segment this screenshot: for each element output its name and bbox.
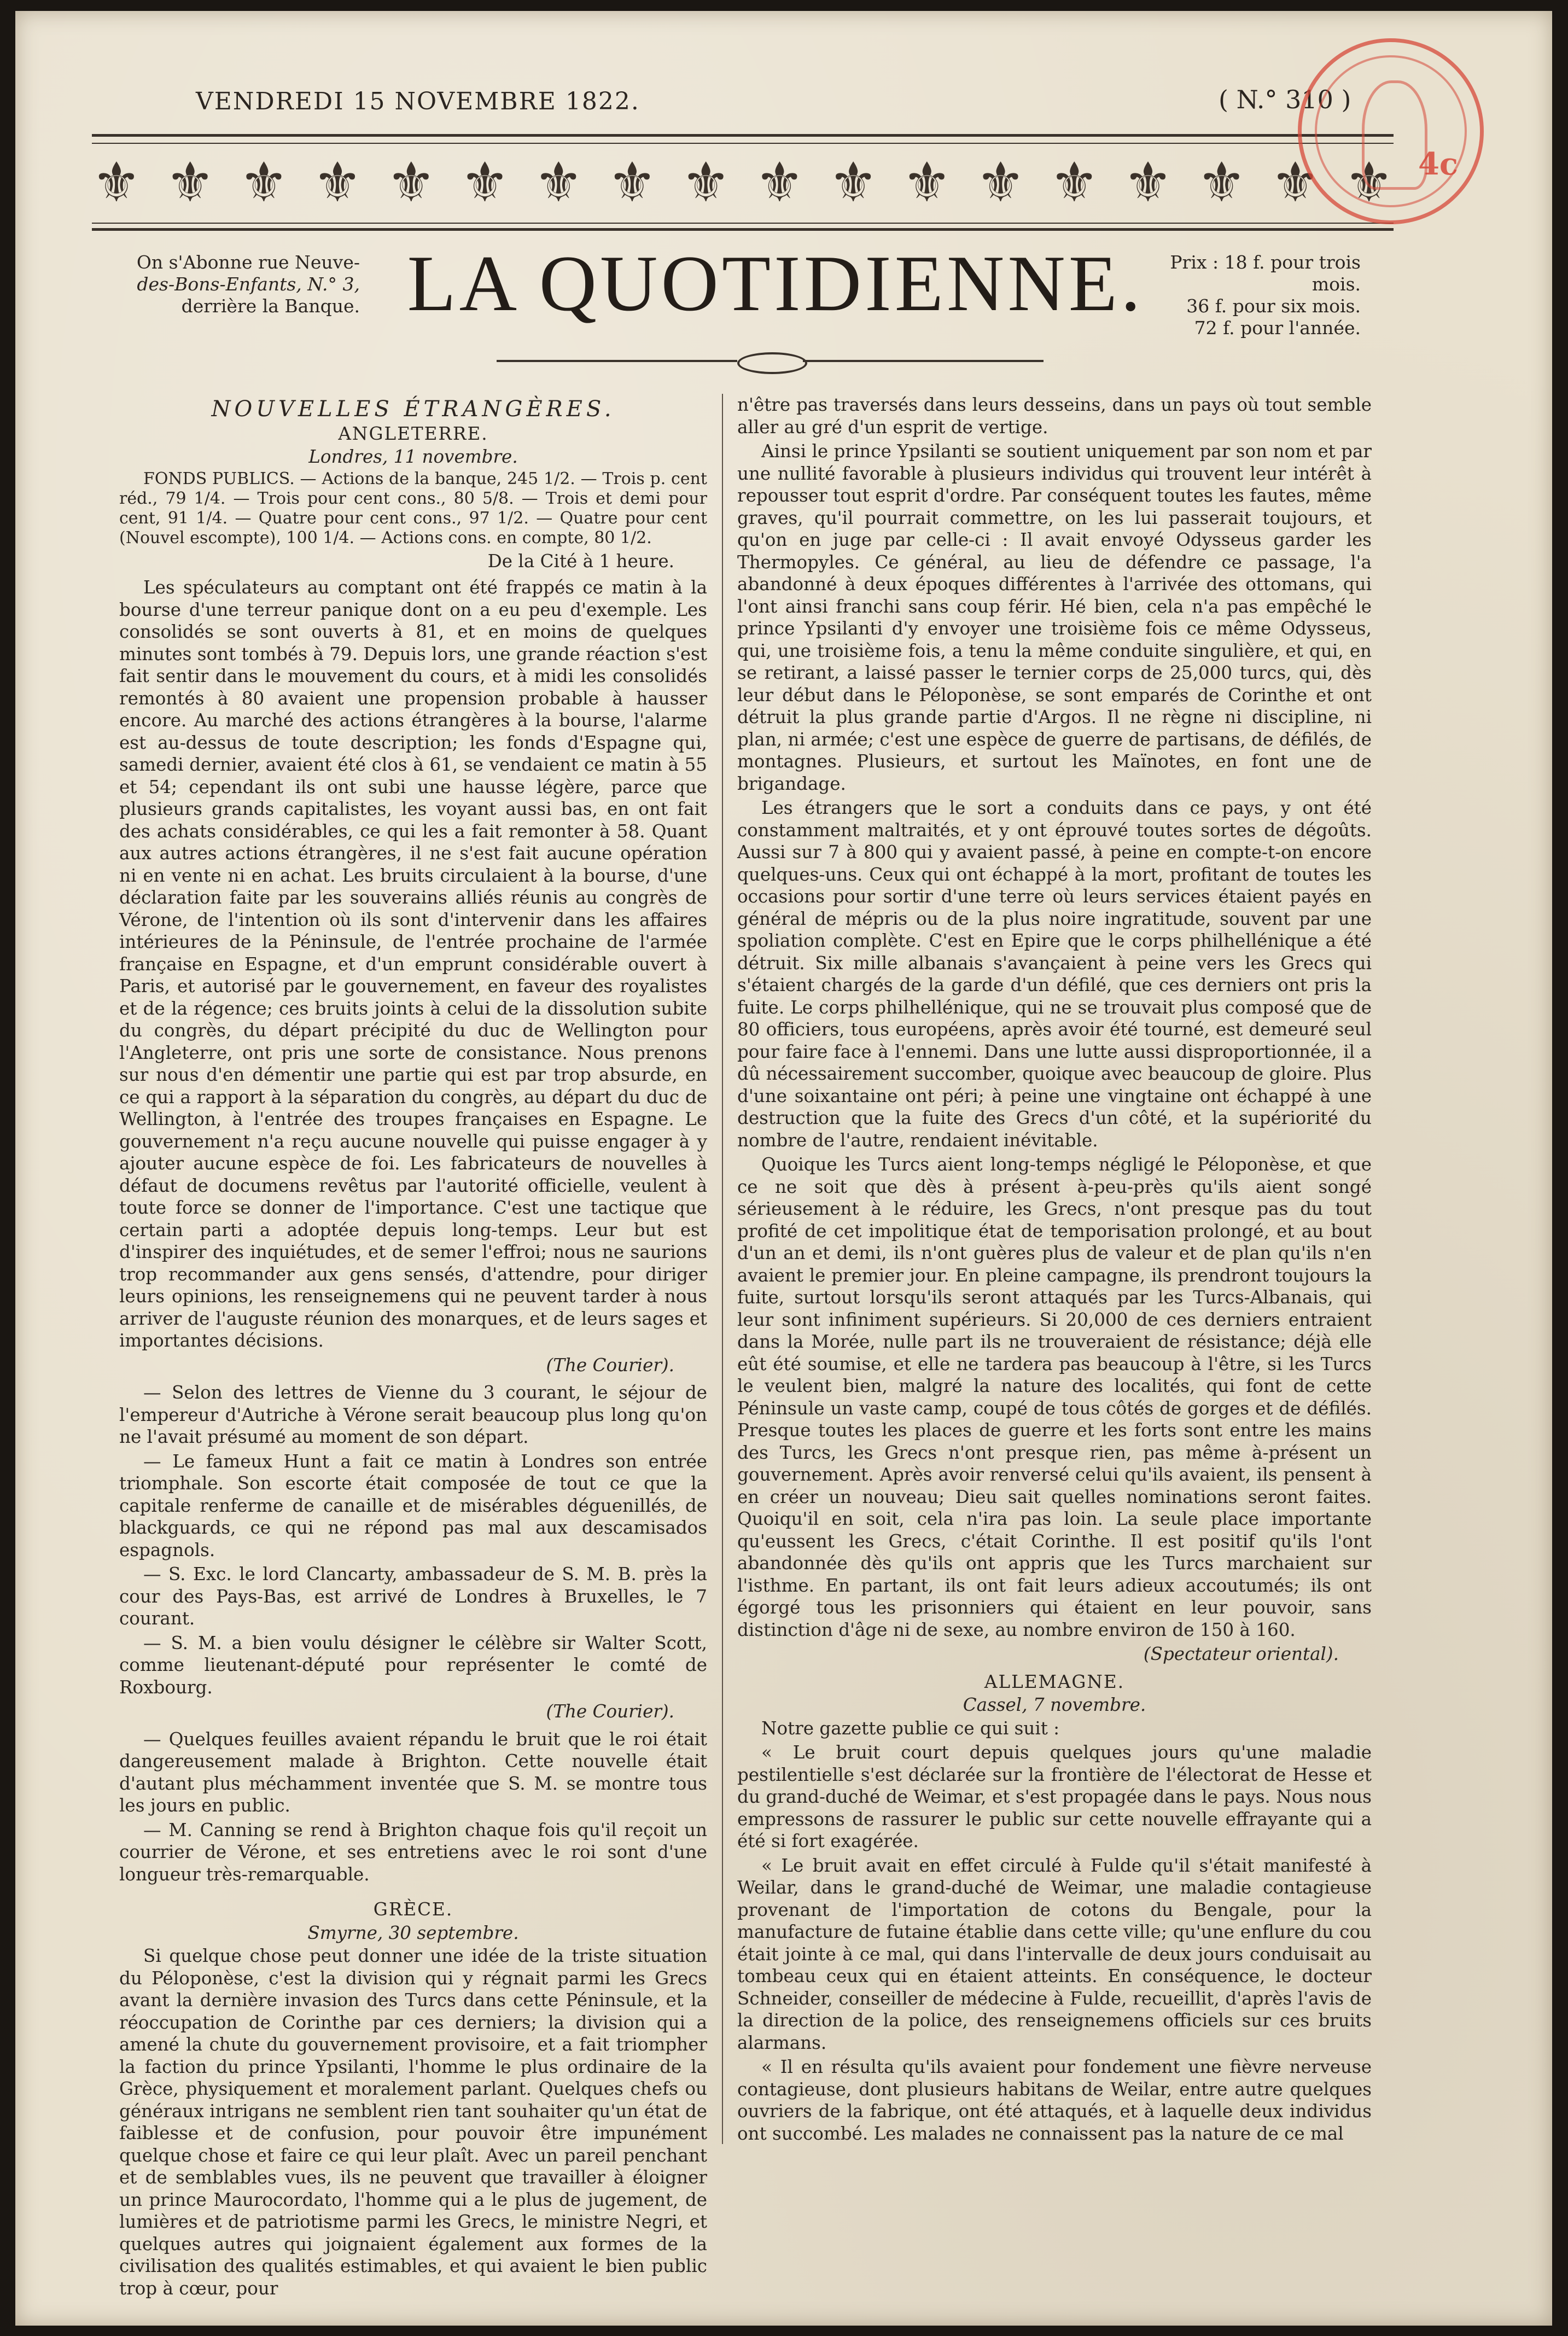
bottom-rule <box>92 228 1394 231</box>
tax-stamp <box>1298 38 1484 224</box>
fleur-de-lis-icon: ⚜ <box>460 150 510 214</box>
price-line: 36 f. pour six mois. <box>1186 295 1361 317</box>
date-line: VENDREDI 15 NOVEMBRE 1822. <box>196 88 640 115</box>
ornament-line <box>803 360 1044 362</box>
fleur-de-lis-icon: ⚜ <box>1270 150 1320 214</box>
article-paragraph: Les spéculateurs au comptant ont été frappés ce matin à la bourse d'une terreur panique dont on a eu peu d'exemple. Les consolidés se sont ouverts à 81, et en moins de quelques minutes sont tombés à 79. Depuis lors, une grande réaction s'est fait sentir dans le mouvement du cours, et à midi les consolidés remontés à 80 avaient une propension probable à hausser encore. Au marché des actions étrangères à la bourse, l'alarme est au-dessus de toute description; les fonds d'Espagne qui, samedi dernier, avaient été clos à 61, se vendaient ce matin à 55 et 54; cependant ils ont subi une hausse légère, parce que plusieurs grands capitalistes, les voyant aussi bas, en ont fait des achats considérables, ce qui les a fait remonter à 58. Quant aux autres actions étrangères, il ne s'est fait aucune opération ni en vente ni en achat. Les bruits circulaient à la bourse, d'une déclaration faite par les souverains alliés réunis au congrès de Vérone, de l'intention où ils sont d'intervenir dans les affaires intérieures de la Péninsule, de l'entrée prochaine de l'armée française en Espagne, et d'un emprunt considérable ouvert à Paris, et autorisé par le gouvernement, en faveur des royalistes et de la régence; ces bruits joints à celui de la dissolution subite du congrès, du départ précipité du duc de Wellington pour l'Angleterre, ont pris une sorte de consistance. Nous prenons sur nous d'en démentir une partie qui est par trop absurde, en ce qui a rapport à la séparation du congrès, au départ du duc de Wellington, à l'entrée des troupes françaises en Espagne. Le gouvernement n'a reçu aucune nouvelle qui puisse engager à y ajouter aucune espèce de foi. Les fabricateurs de nouvelles à défaut de documens revêtus par l'autorité officielle, veulent à toute force se donner de l'importance. C'est une tactique que certain parti a adoptée depuis long-temps. Leur but est d'inspirer des inquiétudes, et de semer l'effroi; nous ne saurions trop recommander aux gens sensés, d'attendre, pour diriger leurs opinions, les renseignemens qui ne peuvent tarder à nous arriver de l'auguste réunion des monarques, et de leurs sages et importantes décisions. <box>119 577 707 1351</box>
market-prices: FONDS PUBLICS. — Actions de la banque, 245 1/2. — Trois p. cent réd., 79 1/4. — Trois pour cent cons., 80 5/8. — Trois et demi pour cent, 91 1/4. — Quatre pour cent cons., 97 1/2. — Quatre pour cent (Nouvel escompte), 100 1/4. — Actions cons. en compte, 80 1/2. <box>119 469 707 547</box>
column-divider <box>722 394 723 2144</box>
article-paragraph: — Selon des lettres de Vienne du 3 courant, le séjour de l'empereur d'Autriche à Vérone serait beaucoup plus long qu'on ne l'avait présumé au moment de son départ. <box>119 1382 707 1447</box>
fleur-de-lis-icon: ⚜ <box>386 150 436 214</box>
left-column <box>119 394 707 2302</box>
article-paragraph: — S. Exc. le lord Clancarty, ambassadeur de S. M. B. près la cour des Pays-Bas, est arrivé de Londres à Bruxelles, le 7 courant. <box>119 1564 707 1629</box>
ornament-line <box>497 360 737 362</box>
fleur-de-lis-icon: ⚜ <box>608 150 657 214</box>
article-paragraph: Quoique les Turcs aient long-temps négligé le Péloponèse, et que ce ne soit que dès à présent à-peu-près qu'ils aient songé sérieusement à le réduire, les Grecs, n'ont presque pas du tout profité de cet impolitique état de temporisation prolongé, et au bout d'un an et demi, ils n'ont guères plus de valeur et de plan qu'ils n'en avaient le premier jour. En pleine campagne, ils prendront toujours la fuite, surtout lorsqu'ils seront attaqués par les Turcs-Albanais, qui leur sont infiniment supérieurs. Si 20,000 de ces derniers entraient dans la Morée, nulle part ils ne trouveraient de résistance; déjà elle eût été soumise, et elle ne tardera pas beaucoup à l'être, si les Turcs le veulent bien, malgré la nature des localités, qui font de cette Péninsule un vaste camp, coupé de tous côtés de gorges et de défilés. Presque toutes les places de guerre et les forts sont entre les mains des Turcs, les Grecs n'ont presque rien, pas même à-présent un gouvernement. Après avoir renversé celui qu'ils avaient, ils pensent à en créer un nouveau; Dieu sait quelles nominations seront faites. Quoiqu'il en soit, cela n'ira pas loin. La seule place importante qu'eussent les Grecs, c'était Corinthe. Il est positif qu'ils l'ont abandonnée dès qu'ils ont appris que les Turcs marchaient sur l'isthme. En partant, ils ont fait leurs adieux accoutumés; ils ont égorgé tous les prisonniers qui étaient en leur pouvoir, sans distinction d'âge ni de sexe, au nombre environ de 150 à 160. <box>737 1154 1372 1640</box>
newspaper-title: LA QUOTIDIENNE. <box>407 239 1144 328</box>
country-heading: ALLEMAGNE. <box>984 1671 1125 1692</box>
article-paragraph: Si quelque chose peut donner une idée de la triste situation du Péloponèse, c'est la division qui y régnait parmi les Grecs avant la dernière invasion des Turcs dans cette Péninsule, et la réoccupation de Corinthe par ces derniers; la division qui a amené la chute du gouvernement provisoire, et a fait triompher la faction du prince Ypsilanti, l'homme le plus ordinaire de la Grèce, physiquement et moralement parlant. Quelques chefs ou généraux intrigans ne semblent rien tant souhaiter qu'un état de faiblesse et de confusion, pour pouvoir être impunément quelque chose et faire ce qui leur plaît. Avec un pareil penchant et de semblables vues, ils ne peuvent que travailler à éloigner un prince Maurocordato, l'homme qui a le plus de jugement, de lumières et de patriotisme parmi les Grecs, le ministre Negri, et quelques autres qui joignaient également aux formes de la civilisation des qualités estimables, et qui avaient le bien public trop à cœur, pour <box>119 1945 707 2299</box>
fleur-row <box>92 150 1394 214</box>
fleur-de-lis-band <box>92 129 1394 232</box>
article-paragraph: — Le fameux Hunt a fait ce matin à Londres son entrée triomphale. Son escorte était composée de tout ce que la capitale renferme de canaille et de misérables déguenillés, de blackguards, ce qui ne répond pas mal aux descamisados espagnols. <box>119 1450 707 1560</box>
article-source: (The Courier). <box>546 1701 674 1722</box>
issue-number: ( N.° 310 ) <box>1219 85 1351 114</box>
subscription-info <box>97 252 360 317</box>
article-paragraph: n'être pas traversés dans leurs desseins, dans un pays où tout semble aller au gré d'un esprit de vertige. <box>737 394 1372 438</box>
article-paragraph: « Le bruit court depuis quelques jours qu'une maladie pestilentielle s'est déclarée sur la frontière de l'électorat de Hesse et du grand-duché de Weimar, et s'est propagée dans le pays. Nous nous empressons de rassurer le public sur cette nouvelle effrayante qui a été si fort exagérée. <box>737 1742 1372 1851</box>
article-source: (The Courier). <box>546 1354 674 1376</box>
top-rule-thin <box>92 143 1394 144</box>
fleur-de-lis-icon: ⚜ <box>1050 150 1099 214</box>
fleur-de-lis-icon: ⚜ <box>534 150 583 214</box>
fleur-de-lis-icon: ⚜ <box>1123 150 1173 214</box>
subscription-line: des-Bons-Enfants, N.° 3, <box>137 273 360 295</box>
price-line: Prix : 18 f. pour trois mois. <box>1170 252 1361 295</box>
fleur-de-lis-icon: ⚜ <box>1197 150 1246 214</box>
top-rule <box>92 134 1394 137</box>
fleur-de-lis-icon: ⚜ <box>313 150 362 214</box>
dateline: Smyrne, 30 septembre. <box>307 1922 519 1943</box>
bottom-rule-thin <box>92 223 1394 224</box>
article-paragraph: « Il en résulta qu'ils avaient pour fondement une fièvre nerveuse contagieuse, dont plusieurs habitans de Weilar, entre autre quelques ouvriers de la fabrique, ont été attaqués, et à laquelle deux individus ont succombé. Les malades ne connaissent pas la nature de ce mal <box>737 2057 1372 2144</box>
fleur-de-lis-icon: ⚜ <box>902 150 952 214</box>
cite-time: De la Cité à 1 heure. <box>487 550 674 572</box>
fleur-de-lis-icon: ⚜ <box>1344 150 1394 214</box>
right-column <box>737 394 1372 2147</box>
price-line: 72 f. pour l'année. <box>1194 317 1361 339</box>
article-paragraph: « Le bruit avait en effet circulé à Fulde qu'il s'était manifesté à Weilar, dans le grand-duché de Weimar, une maladie contagieuse provenant de l'importation de cotons du Bengale, pour la manufacture de futaine établie dans cette ville; qu'une enflure du cou était jointe à ce mal, qui dans l'intervalle de deux jours conduisait au tombeau ceux qui en étaient atteints. En conséquence, le docteur Schneider, conseiller de médecine à Fulde, recueillit, d'après l'avis de la direction de la police, des renseignemens officiels sur ces bruits alarmans. <box>737 1855 1372 2053</box>
ornament-knot <box>737 352 807 374</box>
article-source: (Spectateur oriental). <box>1143 1644 1339 1664</box>
article-paragraph: — S. M. a bien voulu désigner le célèbre sir Walter Scott, comme lieutenant-député pour représenter le comté de Roxbourg. <box>119 1632 707 1698</box>
fleur-de-lis-icon: ⚜ <box>755 150 805 214</box>
price-info <box>1131 252 1361 339</box>
dateline: Cassel, 7 novembre. <box>963 1694 1146 1715</box>
article-paragraph: — M. Canning se rend à Brighton chaque fois qu'il reçoit un courrier de Vérone, et ses entretiens avec le roi sont d'une longueur très-remarquable. <box>119 1819 707 1885</box>
article-paragraph: Notre gazette publie ce qui suit : <box>761 1717 1060 1739</box>
fleur-de-lis-icon: ⚜ <box>681 150 731 214</box>
dateline: Londres, 11 novembre. <box>308 446 518 467</box>
subscription-line: derrière la Banque. <box>181 295 360 317</box>
country-heading: ANGLETERRE. <box>338 423 488 444</box>
title-ornament <box>497 350 1044 372</box>
country-heading: GRÈCE. <box>373 1899 453 1920</box>
stamp-value: 4c <box>1418 146 1458 182</box>
fleur-de-lis-icon: ⚜ <box>92 150 141 214</box>
article-paragraph: Ainsi le prince Ypsilanti se soutient uniquement par son nom et par une nullité favorable à plusieurs individus qui trouvent leur intérêt à repousser tout esprit d'ordre. Par conséquent toutes les fautes, même graves, qu'il pourrait commettre, on les lui passerait toujours, et qu'on en juge par celle-ci : Il avait envoyé Odysseus garder les Thermopyles. Ce général, au lieu de défendre ce passage, l'a abandonné à deux époques différentes à l'arrivée des ottomans, qui l'ont ainsi franchi sans coup férir. Hé bien, cela n'a pas empêché le prince Ypsilanti d'y envoyer une troisième fois ce même Odysseus, qui, une troisième fois, a tenu la même conduite singulière, et qui, en se retirant, a laissé passer le ternier corps de 25,000 turcs, qui, dès leur début dans le Péloponèse, se sont emparés de Corinthe et ont détruit la plus grande partie d'Argos. Il ne règne ni discipline, ni plan, ni armée; c'est une espèce de guerre de partisans, de défilés, de montagnes. Plusieurs, et surtout les Maïnotes, en font une de brigandage. <box>737 441 1372 794</box>
section-title: NOUVELLES ÉTRANGÈRES. <box>211 397 615 422</box>
fleur-de-lis-icon: ⚜ <box>829 150 878 214</box>
subscription-line: On s'Abonne rue Neuve- <box>136 252 360 273</box>
article-paragraph: Les étrangers que le sort a conduits dans ce pays, y ont été constamment maltraités, et y ont éprouvé toutes sortes de dégoûts. Aussi sur 7 à 800 qui y avaient passé, à peine en compte-t-on encore quelques-uns. Ceux qui ont échappé à la mort, profitant de toutes les occasions pour sortir d'une terre où leurs services étaient payés en général de mépris ou de la plus noire ingratitude, souvent par une spoliation complète. C'est en Epire que le corps philhellénique a été détruit. Six mille albanais s'avançaient à peine vers les Grecs qui s'étaient chargés de la garde d'un défilé, que ces derniers ont pris la fuite. Le corps philhellénique, qui ne se trouvait plus composé que de 80 officiers, tous européens, après avoir été tourné, est demeuré seul pour faire face à l'ennemi. Dans une lutte aussi disproportionnée, il a dû nécessairement succomber, quoique avec beaucoup de gloire. Plus d'une soixantaine ont péri; à peine une vingtaine ont échappé à une destruction que la fuite des Grecs d'un côté, et la supériorité du nombre de l'autre, rendaient inévitable. <box>737 797 1372 1151</box>
newspaper-sheet <box>15 11 1552 2326</box>
fleur-de-lis-icon: ⚜ <box>976 150 1025 214</box>
fleur-de-lis-icon: ⚜ <box>239 150 289 214</box>
article-paragraph: — Quelques feuilles avaient répandu le bruit que le roi était dangereusement malade à Brighton. Cette nouvelle était d'autant plus méchamment inventée que S. M. se montre tous les jours en public. <box>119 1728 707 1816</box>
fleur-de-lis-icon: ⚜ <box>165 150 215 214</box>
